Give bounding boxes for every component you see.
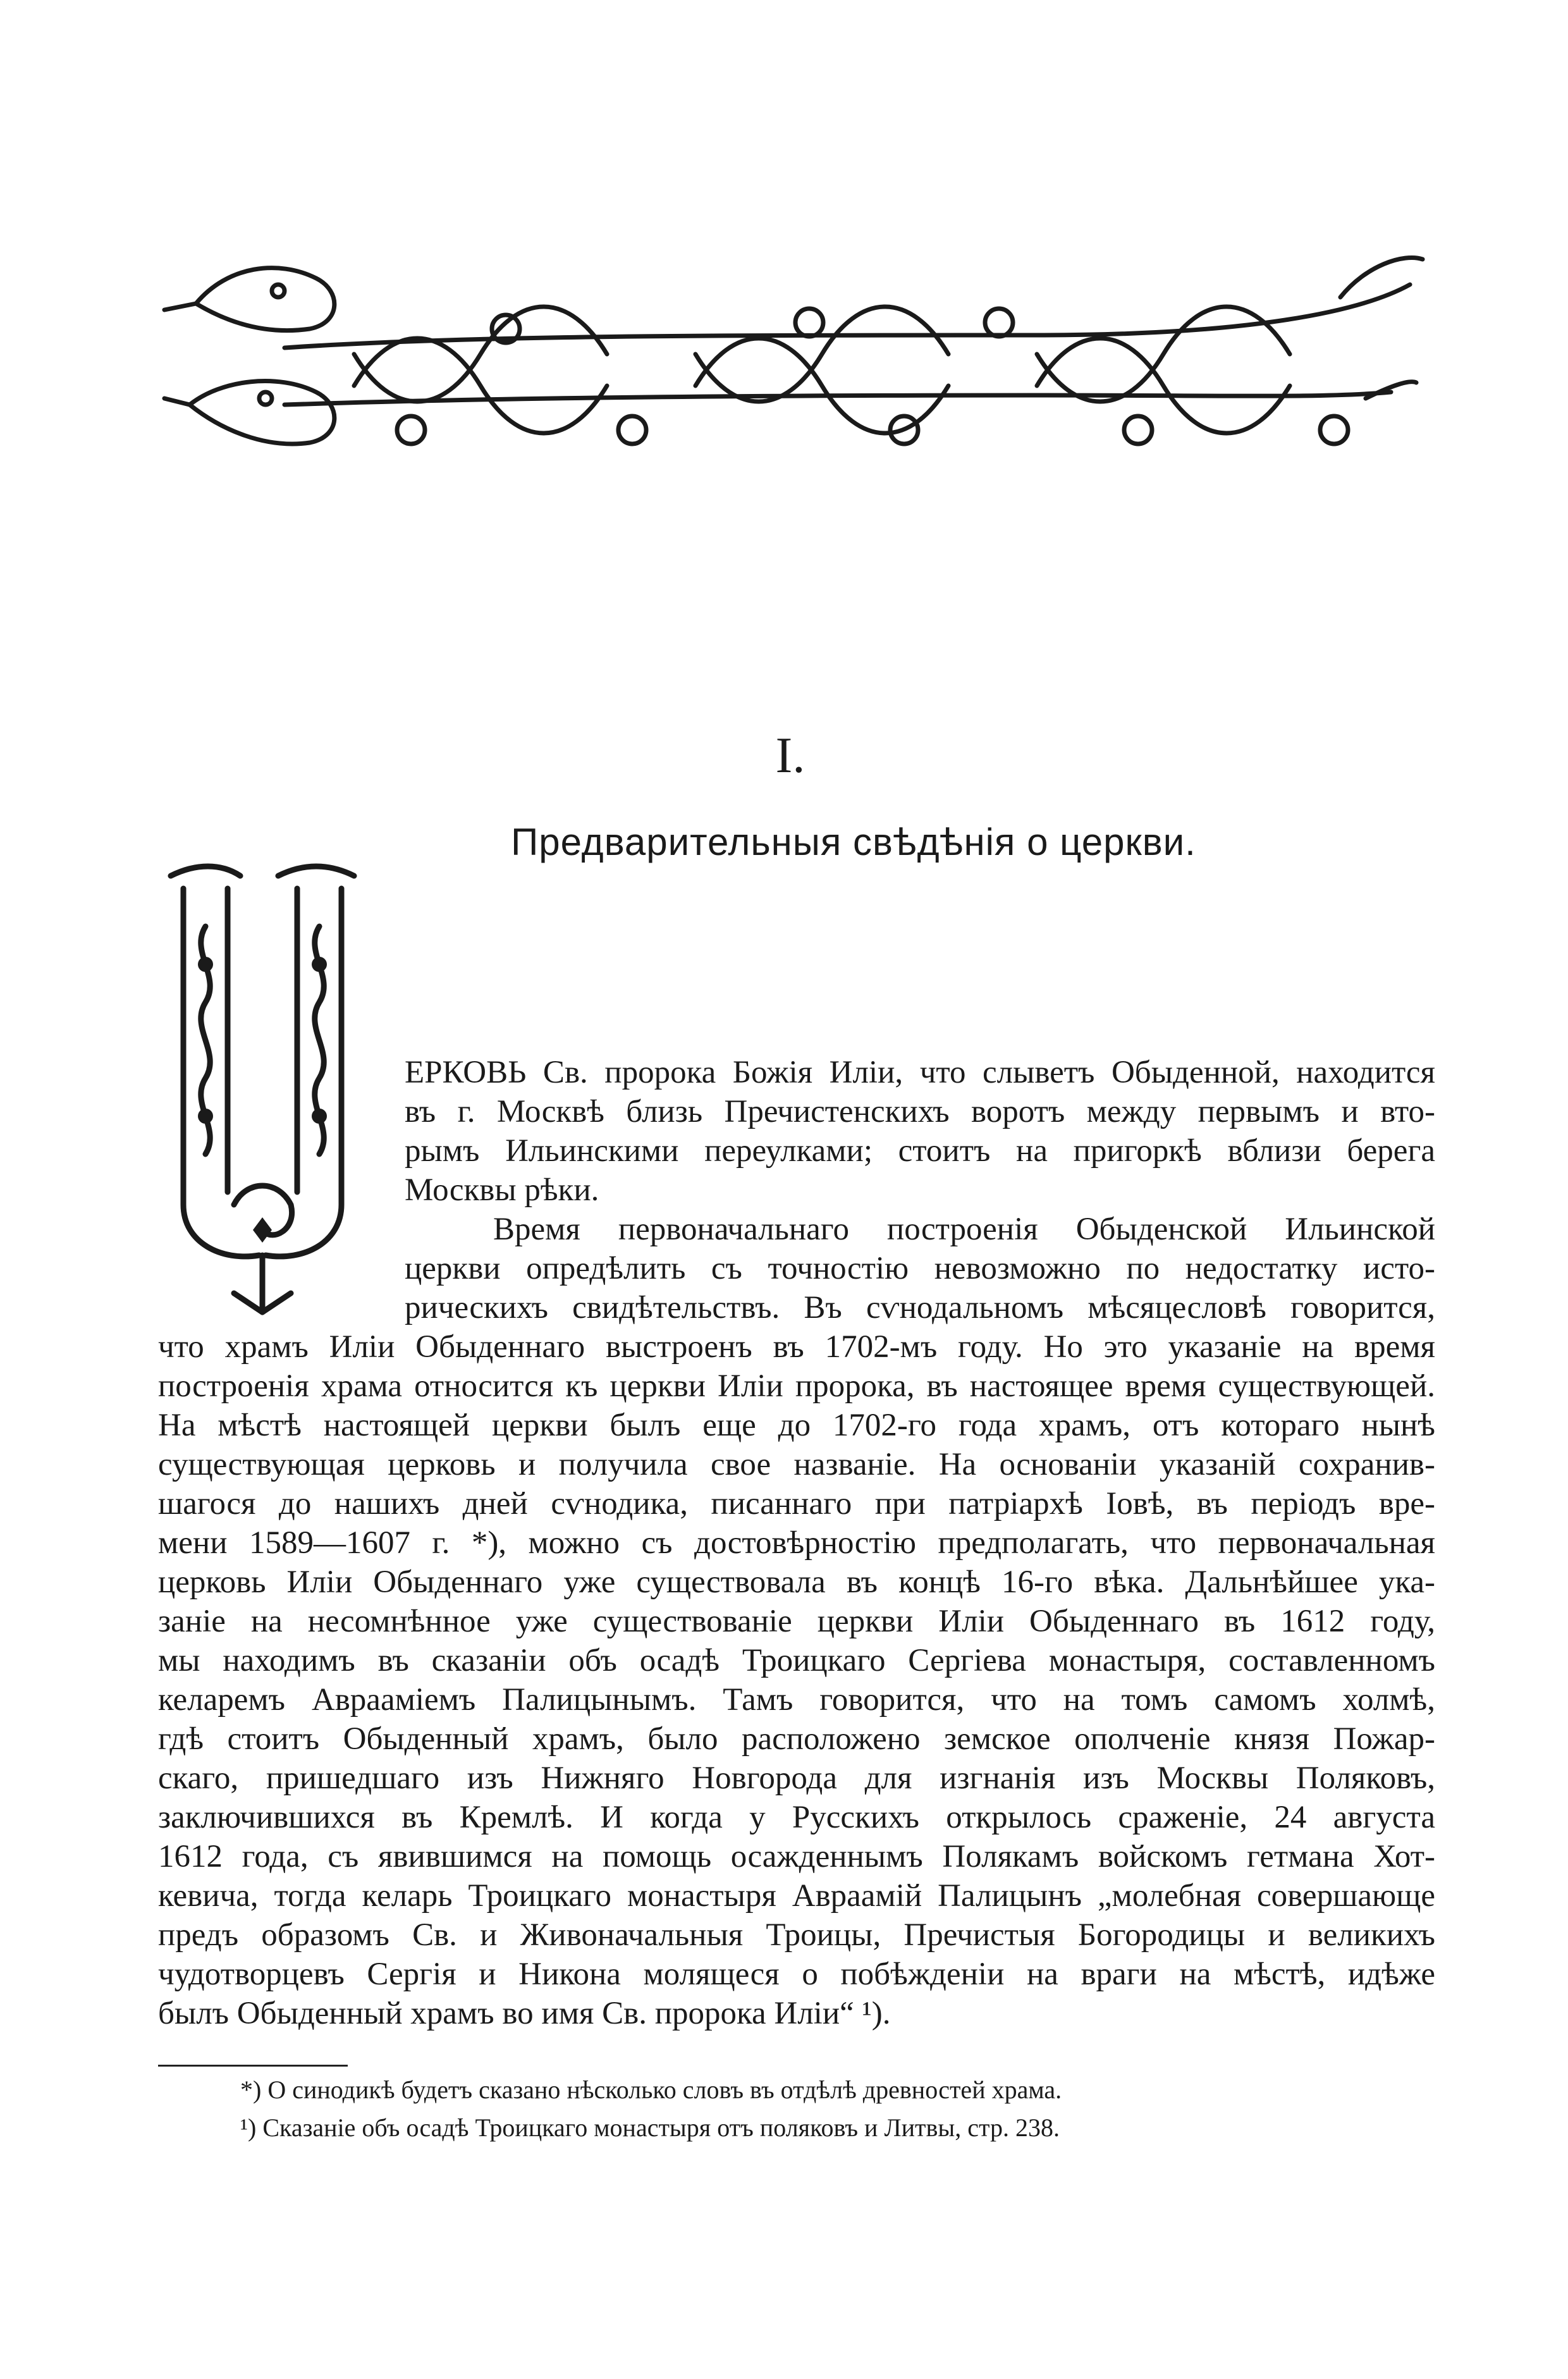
chapter-number: I. [775,728,805,784]
text-line: былъ Обыденный храмъ во имя Св. пророка Иліи“ ¹). [158,1996,891,2031]
text-line: построенія храма относится къ церкви Иліи пророка, въ настоящее время существующей. [158,1368,1435,1404]
paragraph-2-body [158,1327,1435,2033]
text-line: келаремъ Авраамiемъ Палицынымъ. Тамъ говорится, что на томъ самомъ холмѣ, [158,1682,1435,1718]
text-line: Время первоначальнаго построенія Обыденской Ильинской [493,1212,1435,1247]
text-line: мени 1589—1607 г. *), можно съ достовѣрностію предполагать, что первоначальная [158,1525,1435,1561]
footnote-divider [158,2065,348,2067]
text-line: шагося до нашихъ дней сѵнодика, писаннаго при патріархѣ Іовѣ, въ періодъ вре- [158,1486,1435,1521]
ornamental-headpiece [152,240,1429,468]
text-line: рическихъ свидѣтельствъ. Въ сѵнодальномъ мѣсяцесловѣ говорится, [405,1290,1435,1325]
footnote-1: *) О синодикѣ будетъ сказано нѣсколько словъ въ отдѣлѣ древностей храма. [240,2075,1062,2104]
text-line: рымъ Ильинскими переулками; стоитъ на пригоркѣ вблизи берега [405,1133,1435,1169]
footnotes [240,2071,1442,2147]
text-line: заніе на несомнѣнное уже существованіе церкви Иліи Обыденнаго въ 1612 году, [158,1604,1435,1639]
text-line: На мѣстѣ настоящей церкви былъ еще до 1702-го года храмъ, отъ котораго нынѣ [158,1408,1435,1443]
text-line: Москвы рѣки. [405,1172,599,1208]
text-line: предъ образомъ Св. и Живоначальныя Троицы, Пречистыя Богородицы и великихъ [158,1917,1435,1953]
text-line: заключившихся въ Кремлѣ. И когда у Русскихъ открылось сраженіе, 24 августа [158,1800,1435,1835]
text-line: что храмъ Иліи Обыденнаго выстроенъ въ 1702-мъ году. Но это указаніе на время [158,1329,1435,1365]
text-line: церкви опредѣлить съ точностію невозможно по недостатку исто- [405,1251,1435,1286]
text-line: существующая церковь и получила свое названіе. На основаніи указаній сохранив- [158,1447,1435,1482]
text-line: церковь Иліи Обыденнаго уже существовала въ концѣ 16-го вѣка. Дальнѣйшее ука- [158,1564,1435,1600]
text-line: кевича, тогда келарь Троицкаго монастыря Авраамій Палицынъ „молебная совершающе [158,1878,1435,1914]
chapter-title: Предварительныя свѣдѣнія о церкви. [511,821,1196,863]
text-line: скаго, пришедшаго изъ Нижняго Новгорода для изгнанія изъ Москвы Поляковъ, [158,1761,1435,1796]
text-line: мы находимъ въ сказаніи объ осадѣ Троицкаго Сергіева монастыря, составленномъ [158,1643,1435,1678]
text-line: гдѣ стоитъ Обыденный храмъ, было расположено земское ополченіе князя Пожар- [158,1721,1435,1757]
paragraph-1 [405,1053,1435,1210]
paragraph-2-indented [405,1210,1435,1327]
text-line: 1612 года, съ явившимся на помощь осажденнымъ Полякамъ войскомъ гетмана Хот- [158,1839,1435,1874]
text-line: ЕРКОВЬ Св. пророка Божія Иліи, что слыветъ Обыденной, находится [405,1055,1435,1090]
text-line: въ г. Москвѣ близь Пречистенскихъ воротъ между первымъ и вто- [405,1094,1435,1129]
text-line: чудотворцевъ Сергія и Никона молящеся о побѣжденіи на враги на мѣстѣ, идѣже [158,1957,1435,1992]
footnote-2: ¹) Сказаніе объ осадѣ Троицкаго монастыря отъ поляковъ и Литвы, стр. 238. [240,2113,1060,2142]
ornamental-initial-letter [133,851,398,1325]
